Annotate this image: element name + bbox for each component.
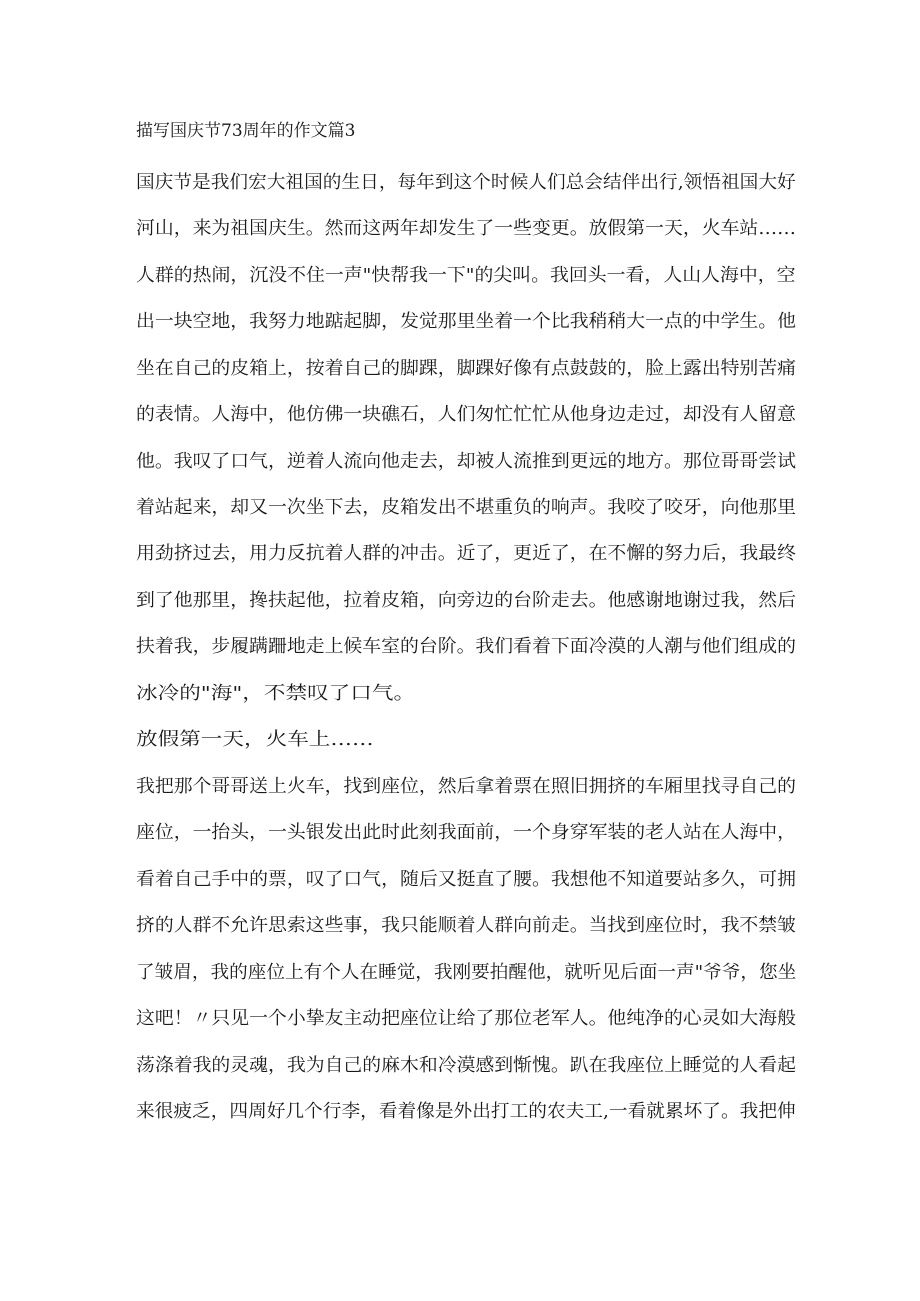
paragraph-line: 的表情。人海中，他仿佛一块礁石，人们匆忙忙忙从他身边走过，却没有人留意 [136, 404, 797, 425]
paragraph-line: 冰冷的"海"，不禁叹了口气。 [136, 683, 416, 704]
paragraph-line: 坐在自己的皮箱上，按着自己的脚踝，脚踝好像有点鼓鼓的，脸上露出特别苦痛 [136, 358, 797, 379]
paragraph-line: 放假第一天，火车上…… [136, 729, 374, 750]
paragraph-line: 来很疲乏，四周好几个行李，看着像是外出打工的农夫工,一看就累坏了。我把伸 [136, 1101, 796, 1122]
paragraph-line: 挤的人群不允许思索这些事，我只能顺着人群向前走。当找到座位时，我不禁皱 [136, 915, 797, 936]
paragraph-line: 荡涤着我的灵魂，我为自己的麻木和冷漠感到惭愧。趴在我座位上睡觉的人看起 [136, 1055, 797, 1076]
paragraph-line: 出一块空地，我努力地踮起脚，发觉那里坐着一个比我稍稍大一点的中学生。他 [136, 311, 797, 332]
document-title: 描写国庆节73周年的作文篇3 [136, 121, 356, 141]
paragraph-line: 着站起来，却又一次坐下去，皮箱发出不堪重负的响声。我咬了咬牙，向他那里 [136, 497, 797, 518]
paragraph-line: 河山，来为祖国庆生。然而这两年却发生了一些变更。放假第一天，火车站…… [136, 218, 797, 239]
paragraph-line: 到了他那里，搀扶起他，拉着皮箱，向旁边的台阶走去。他感谢地谢过我，然后 [136, 590, 797, 611]
paragraph-line: 他。我叹了口气，逆着人流向他走去，却被人流推到更远的地方。那位哥哥尝试 [136, 451, 797, 472]
paragraph-line: 扶着我，步履蹒跚地走上候车室的台阶。我们看着下面冷漠的人潮与他们组成的 [136, 636, 797, 657]
paragraph-line: 国庆节是我们宏大祖国的生日，每年到这个时候人们总会结伴出行,领悟祖国大好 [136, 172, 796, 193]
paragraph-line: 人群的热闹，沉没不住一声"快帮我一下"的尖叫。我回头一看，人山人海中，空 [136, 265, 796, 286]
paragraph-line: 座位，一抬头，一头银发出此时此刻我面前，一个身穿军装的老人站在人海中， [136, 822, 797, 843]
paragraph-line: 了皱眉，我的座位上有个人在睡觉，我刚要拍醒他，就听见后面一声"爷爷，您坐 [136, 962, 797, 983]
paragraph-line: 我把那个哥哥送上火车，找到座位，然后拿着票在照旧拥挤的车厢里找寻自己的 [136, 776, 797, 797]
paragraph-line: 用劲挤过去，用力反抗着人群的冲击。近了，更近了，在不懈的努力后，我最终 [136, 543, 797, 564]
paragraph-line: 看着自己手中的票，叹了口气，随后又挺直了腰。我想他不知道要站多久，可拥 [136, 869, 797, 890]
paragraph-line: 这吧！〃只见一个小挚友主动把座位让给了那位老军人。他纯净的心灵如大海般 [136, 1008, 797, 1029]
